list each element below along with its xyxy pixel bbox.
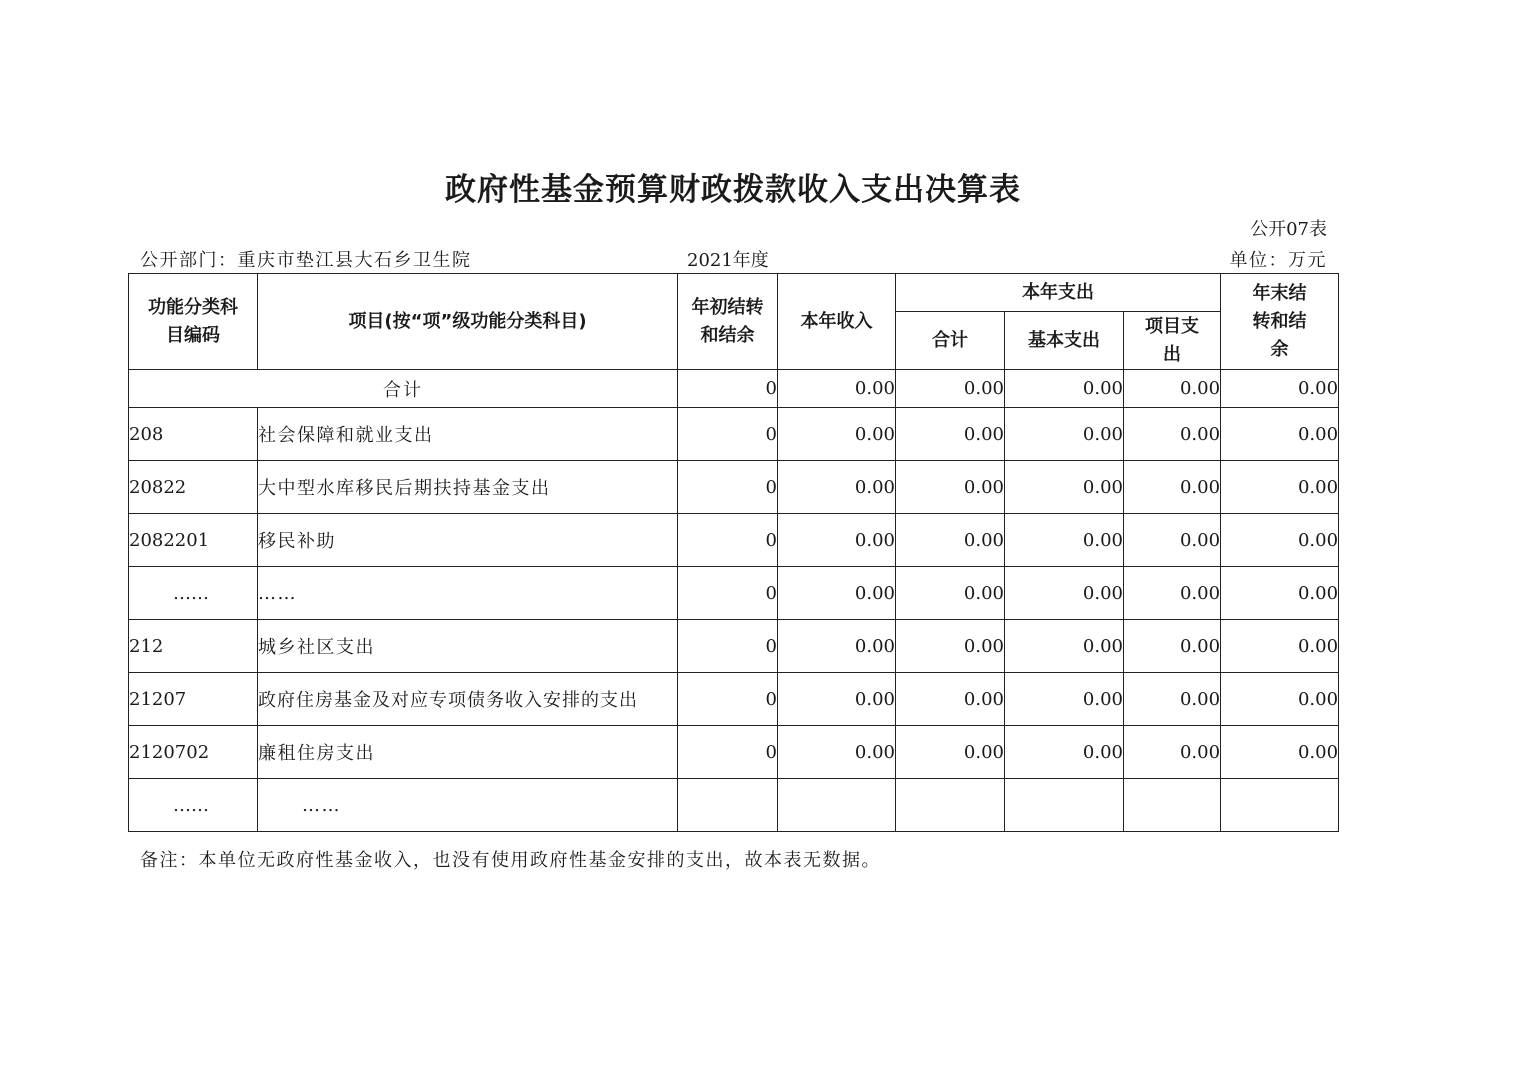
row-name: 社会保障和就业支出	[258, 408, 678, 461]
row-expense-project: 0.00	[1124, 620, 1221, 673]
row-expense-project: 0.00	[1124, 673, 1221, 726]
table-row	[129, 567, 1339, 620]
row-begin: 0	[678, 461, 778, 514]
row-income: 0.00	[778, 726, 896, 779]
row-begin	[678, 779, 778, 832]
row-income: 0.00	[778, 408, 896, 461]
total-end: 0.00	[1221, 370, 1339, 408]
table-code: 公开07表	[1250, 219, 1327, 240]
total-expense-project: 0.00	[1124, 370, 1221, 408]
row-income: 0.00	[778, 620, 896, 673]
row-income: 0.00	[778, 673, 896, 726]
total-label: 合计	[129, 370, 678, 408]
header-end-balance: 年末结转和结余	[1221, 274, 1339, 370]
row-end: 0.00	[1221, 726, 1339, 779]
row-code: 2120702	[129, 726, 258, 779]
header-expense-total: 合计	[896, 312, 1005, 370]
row-code: 208	[129, 408, 258, 461]
row-expense-total: 0.00	[896, 514, 1005, 567]
row-name: ……	[258, 779, 678, 832]
header-item: 项目(按“项”级功能分类科目)	[258, 274, 678, 370]
fiscal-year: 2021年度	[687, 250, 769, 271]
row-income	[778, 779, 896, 832]
row-end	[1221, 779, 1339, 832]
header-income: 本年收入	[778, 274, 896, 370]
table-row	[129, 726, 1339, 779]
row-begin: 0	[678, 408, 778, 461]
row-begin: 0	[678, 673, 778, 726]
row-income: 0.00	[778, 461, 896, 514]
row-expense-total: 0.00	[896, 673, 1005, 726]
row-begin: 0	[678, 726, 778, 779]
row-begin: 0	[678, 620, 778, 673]
row-expense-project	[1124, 779, 1221, 832]
row-code: 21207	[129, 673, 258, 726]
row-expense-project: 0.00	[1124, 461, 1221, 514]
total-income: 0.00	[778, 370, 896, 408]
row-name: 政府住房基金及对应专项债务收入安排的支出	[258, 673, 678, 726]
total-expense-total: 0.00	[896, 370, 1005, 408]
header-expense-group: 本年支出	[896, 274, 1221, 312]
row-expense-total: 0.00	[896, 461, 1005, 514]
total-expense-basic: 0.00	[1005, 370, 1124, 408]
table-row	[129, 779, 1339, 832]
table-row	[129, 620, 1339, 673]
row-income: 0.00	[778, 514, 896, 567]
row-expense-basic: 0.00	[1005, 514, 1124, 567]
department-label: 公开部门：重庆市垫江县大石乡卫生院	[140, 250, 472, 271]
footnote: 备注：本单位无政府性基金收入，也没有使用政府性基金安排的支出，故本表无数据。	[140, 850, 881, 871]
page-title: 政府性基金预算财政拨款收入支出决算表	[445, 172, 1021, 208]
row-expense-basic: 0.00	[1005, 673, 1124, 726]
row-begin: 0	[678, 567, 778, 620]
row-code: 20822	[129, 461, 258, 514]
table-row	[129, 461, 1339, 514]
row-expense-project: 0.00	[1124, 514, 1221, 567]
row-expense-project: 0.00	[1124, 408, 1221, 461]
row-expense-basic: 0.00	[1005, 567, 1124, 620]
row-expense-basic	[1005, 779, 1124, 832]
row-name: 城乡社区支出	[258, 620, 678, 673]
row-expense-total: 0.00	[896, 408, 1005, 461]
row-income: 0.00	[778, 567, 896, 620]
row-code: ……	[129, 567, 258, 620]
header-expense-basic: 基本支出	[1005, 312, 1124, 370]
total-begin: 0	[678, 370, 778, 408]
header-begin-balance: 年初结转和结余	[678, 274, 778, 370]
header-expense-project: 项目支出	[1124, 312, 1221, 370]
row-name: 大中型水库移民后期扶持基金支出	[258, 461, 678, 514]
row-begin: 0	[678, 514, 778, 567]
row-end: 0.00	[1221, 620, 1339, 673]
header-code: 功能分类科目编码	[129, 274, 258, 370]
budget-table	[128, 273, 1339, 832]
row-end: 0.00	[1221, 408, 1339, 461]
row-expense-project: 0.00	[1124, 567, 1221, 620]
row-expense-total	[896, 779, 1005, 832]
table-row	[129, 408, 1339, 461]
row-expense-total: 0.00	[896, 567, 1005, 620]
row-end: 0.00	[1221, 461, 1339, 514]
table-row	[129, 673, 1339, 726]
row-expense-basic: 0.00	[1005, 620, 1124, 673]
row-end: 0.00	[1221, 514, 1339, 567]
row-expense-basic: 0.00	[1005, 726, 1124, 779]
row-code: ……	[129, 779, 258, 832]
row-name: ……	[258, 567, 678, 620]
row-end: 0.00	[1221, 673, 1339, 726]
table-row	[129, 514, 1339, 567]
unit-label: 单位：万元	[1229, 250, 1327, 271]
row-name: 移民补助	[258, 514, 678, 567]
row-expense-basic: 0.00	[1005, 461, 1124, 514]
total-row	[129, 370, 1339, 408]
row-expense-basic: 0.00	[1005, 408, 1124, 461]
row-end: 0.00	[1221, 567, 1339, 620]
row-expense-total: 0.00	[896, 620, 1005, 673]
row-code: 2082201	[129, 514, 258, 567]
row-expense-project: 0.00	[1124, 726, 1221, 779]
row-name: 廉租住房支出	[258, 726, 678, 779]
row-code: 212	[129, 620, 258, 673]
row-expense-total: 0.00	[896, 726, 1005, 779]
